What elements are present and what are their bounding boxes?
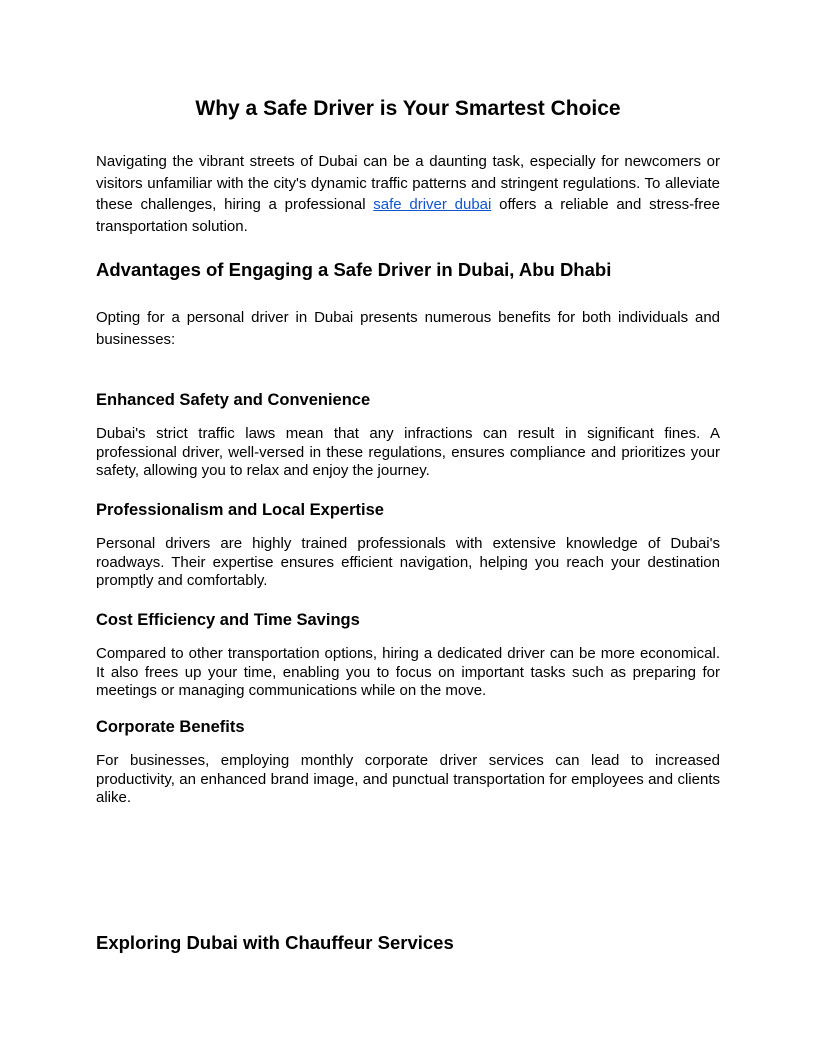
page-title: Why a Safe Driver is Your Smartest Choice [195, 97, 621, 120]
advantages-paragraph: Opting for a personal driver in Dubai presents numerous benefits for both individuals and businesses: [96, 309, 720, 348]
section-text-safety: Dubai's strict traffic laws mean that any infractions can result in significant fines. A professional driver, well-versed in these regulations, ensures compliance and prioritizes your safety, allowing you to relax and enjoy the journey. [96, 425, 720, 479]
intro-paragraph [96, 151, 720, 237]
section-text-corporate: For businesses, employing monthly corporate driver services can lead to increased productivity, an enhanced brand image, and punctual transportation for employees and clients alike. [96, 752, 720, 806]
section-text-cost: Compared to other transportation options, hiring a dedicated driver can be more economical. It also frees up your time, enabling you to focus on important tasks such as preparing for meetings or managing communications while on the move. [96, 645, 720, 699]
intro-text-after-link: offers a reliable and stress-free transportation solution. [96, 196, 720, 235]
section-heading-safety: Enhanced Safety and Convenience [96, 391, 371, 409]
exploring-heading: Exploring Dubai with Chauffeur Services [96, 932, 454, 953]
safe-driver-dubai-link[interactable]: safe driver dubai [373, 196, 492, 213]
section-heading-corporate: Corporate Benefits [96, 718, 245, 736]
section-heading-cost: Cost Efficiency and Time Savings [96, 611, 360, 629]
advantages-heading: Advantages of Engaging a Safe Driver in Dubai, Abu Dhabi [96, 259, 612, 280]
intro-text-before-link: Navigating the vibrant streets of Dubai can be a daunting task, especially for newcomers or visitors unfamiliar with the city's dynamic traffic patterns and stringent regulations. To alleviate these challenges, hiring a professional [96, 153, 720, 213]
section-heading-professionalism: Professionalism and Local Expertise [96, 501, 384, 519]
section-text-professionalism: Personal drivers are highly trained professionals with extensive knowledge of Dubai's roadways. Their expertise ensures efficient navigation, helping you reach your destination promptly and comfortably. [96, 535, 720, 589]
